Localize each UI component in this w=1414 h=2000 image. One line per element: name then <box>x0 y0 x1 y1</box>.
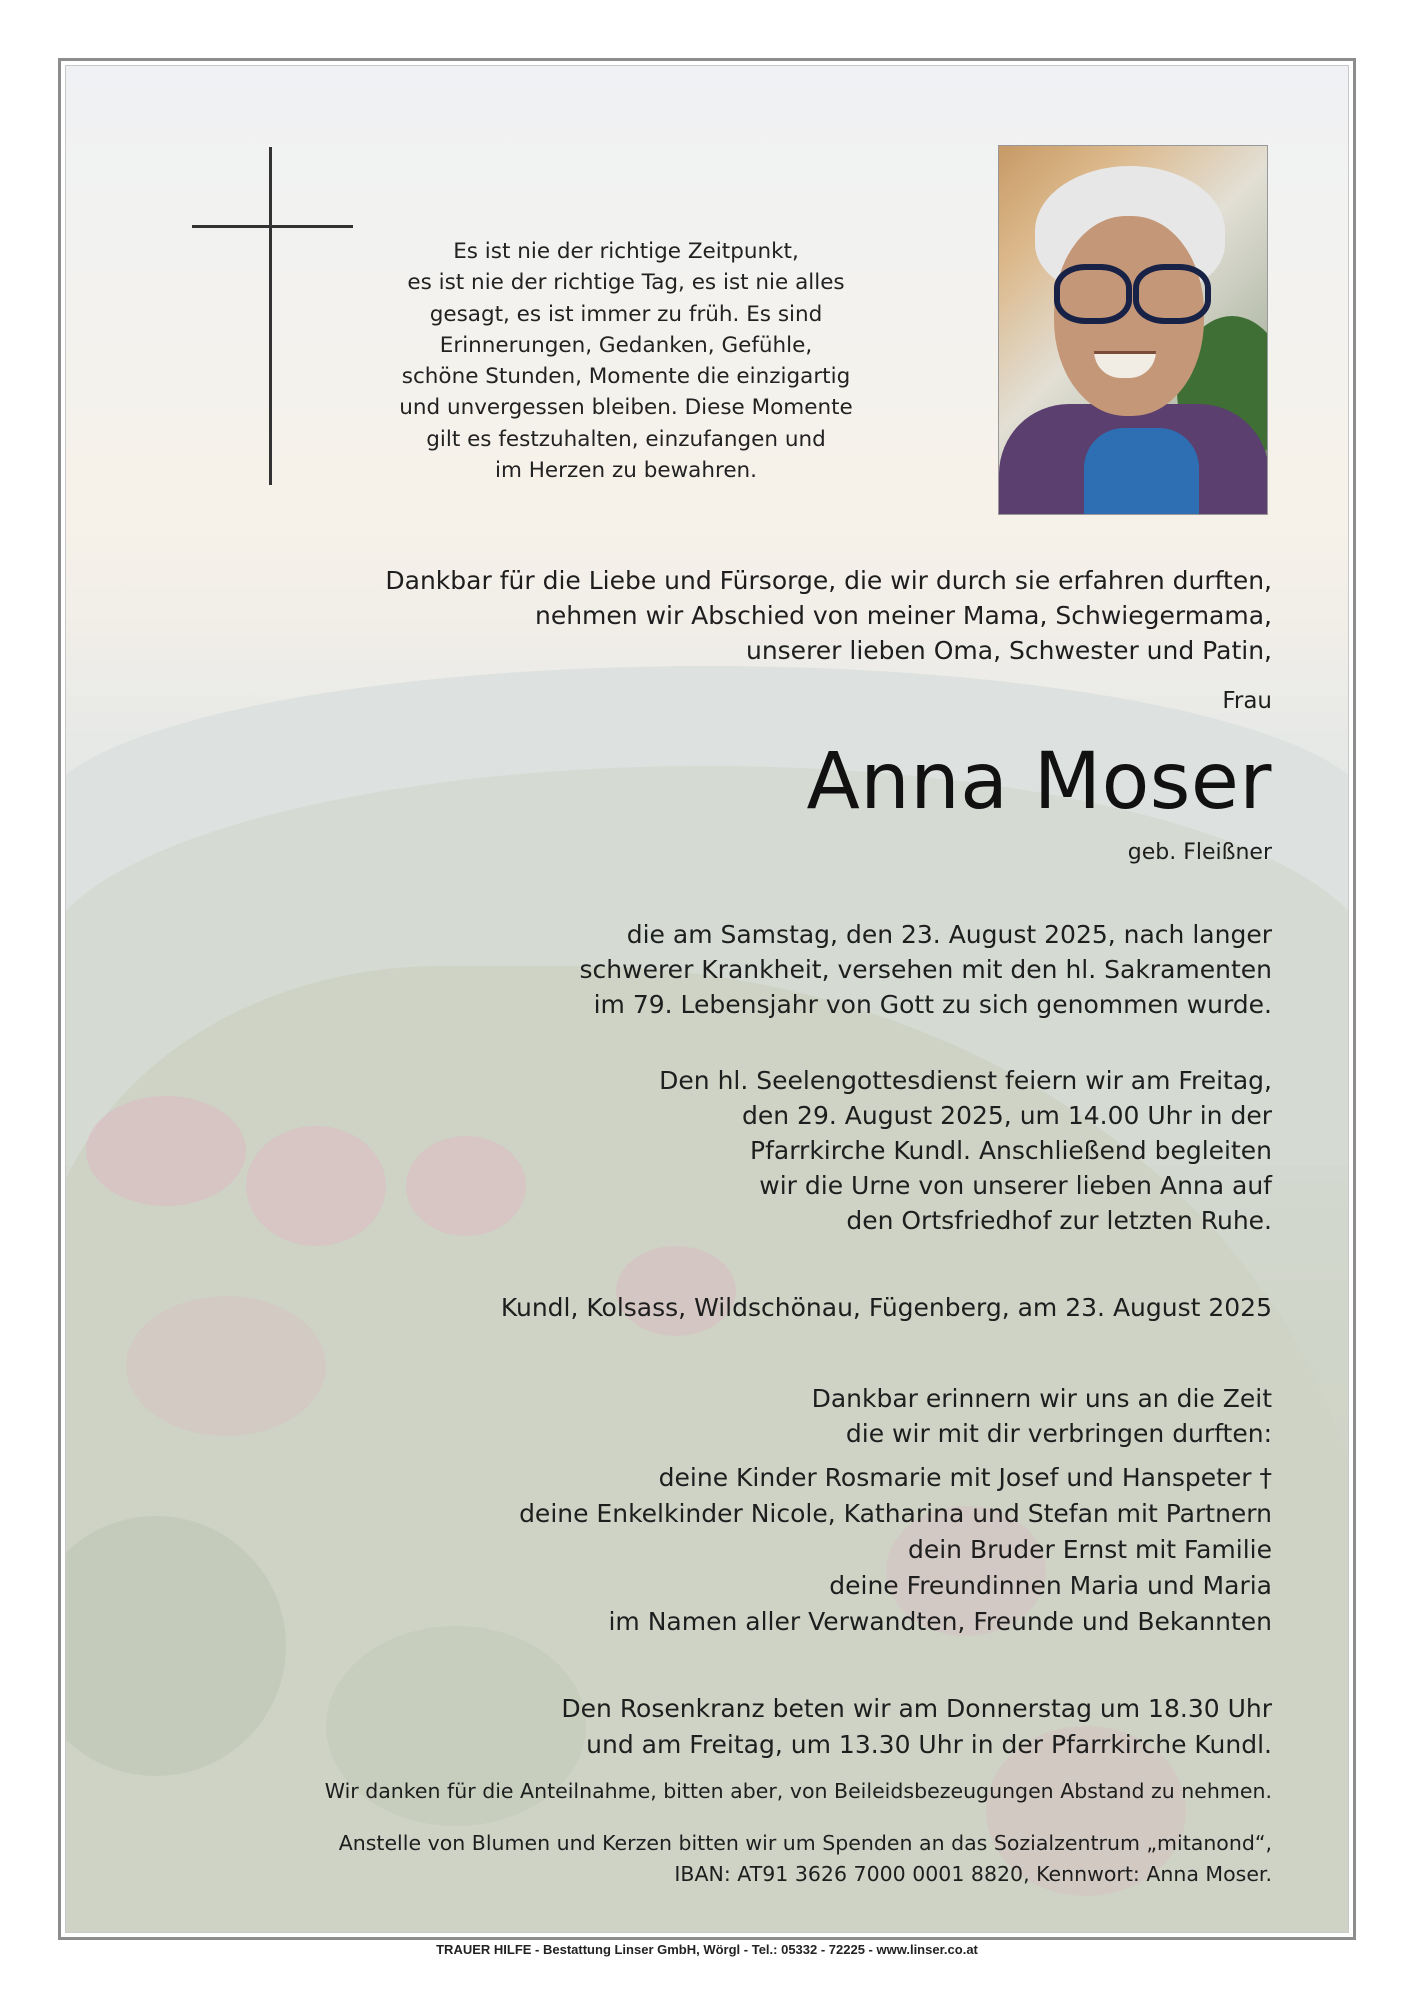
donation-note <box>339 1828 1272 1890</box>
service-line: wir die Urne von unserer lieben Anna auf <box>759 1171 1272 1200</box>
intro-text <box>385 563 1272 668</box>
family-line: dein Bruder Ernst mit Familie <box>907 1535 1272 1564</box>
family-line: deine Enkelkinder Nicole, Katharina und Stefan mit Partnern <box>519 1499 1272 1528</box>
quote-line: und unvergessen bleiben. Diese Momente <box>399 395 853 421</box>
portrait-photo <box>998 145 1268 515</box>
birth-name: geb. Fleißner <box>1127 840 1272 865</box>
death-notice-line: im 79. Lebensjahr von Gott zu sich genommen wurde. <box>593 990 1272 1019</box>
footer-imprint: TRAUER HILFE - Bestattung Linser GmbH, Wörgl - Tel.: 05332 - 72225 - www.linser.co.at <box>436 1942 978 1957</box>
photo-glasses <box>1133 264 1211 324</box>
rosary-line: Den Rosenkranz beten wir am Donnerstag um 18.30 Uhr <box>561 1694 1272 1723</box>
rosary-line: und am Freitag, um 13.30 Uhr in der Pfarrkirche Kundl. <box>586 1730 1272 1759</box>
place-date: Kundl, Kolsass, Wildschönau, Fügenberg, am 23. August 2025 <box>500 1293 1272 1322</box>
thanks-note: Wir danken für die Anteilnahme, bitten aber, von Beileidsbezeugungen Abstand zu nehmen. <box>324 1779 1272 1803</box>
photo-glasses <box>1054 264 1132 324</box>
death-notice-line: die am Samstag, den 23. August 2025, nach langer <box>626 920 1272 949</box>
family-list <box>519 1460 1272 1640</box>
remembrance-text <box>812 1381 1272 1451</box>
quote-line: es ist nie der richtige Tag, es ist nie alles <box>407 270 845 296</box>
intro-line: nehmen wir Abschied von meiner Mama, Schwiegermama, <box>534 601 1272 630</box>
intro-line: unserer lieben Oma, Schwester und Patin, <box>745 636 1272 665</box>
quote-line: Erinnerungen, Gedanken, Gefühle, <box>439 332 813 358</box>
family-line: im Namen aller Verwandten, Freunde und Bekannten <box>608 1607 1272 1636</box>
donation-line: IBAN: AT91 3626 7000 0001 8820, Kennwort: Anna Moser. <box>674 1862 1272 1886</box>
quote-line: schöne Stunden, Momente die einzigartig <box>401 364 851 390</box>
cross-icon <box>269 147 272 485</box>
rosary-info <box>561 1691 1272 1763</box>
family-line: deine Freundinnen Maria und Maria <box>829 1571 1272 1600</box>
quote-line: gesagt, es ist immer zu früh. Es sind <box>429 301 823 327</box>
family-line: deine Kinder Rosmarie mit Josef und Hanspeter † <box>658 1463 1272 1492</box>
quote-line: Es ist nie der richtige Zeitpunkt, <box>453 239 799 264</box>
quote-poem <box>376 236 876 486</box>
photo-shirt <box>1084 428 1199 515</box>
intro-line: Dankbar für die Liebe und Fürsorge, die wir durch sie erfahren durften, <box>385 566 1272 595</box>
remembrance-line: die wir mit dir verbringen durften: <box>845 1419 1272 1448</box>
quote-line: gilt es festzuhalten, einzufangen und <box>426 426 826 452</box>
death-notice-line: schwerer Krankheit, versehen mit den hl. Sakramenten <box>579 955 1272 984</box>
salutation: Frau <box>1222 688 1272 714</box>
quote-line: im Herzen zu bewahren. <box>494 458 758 484</box>
death-notice <box>580 917 1272 1022</box>
service-line: den Ortsfriedhof zur letzten Ruhe. <box>846 1206 1272 1235</box>
remembrance-line: Dankbar erinnern wir uns an die Zeit <box>811 1384 1272 1413</box>
service-line: den 29. August 2025, um 14.00 Uhr in der <box>742 1101 1272 1130</box>
service-line: Pfarrkirche Kundl. Anschließend begleiten <box>750 1136 1272 1165</box>
deceased-name: Anna Moser <box>806 737 1272 827</box>
cross-icon-bar <box>192 225 353 228</box>
service-info <box>659 1063 1272 1238</box>
donation-line: Anstelle von Blumen und Kerzen bitten wir um Spenden an das Sozialzentrum „mitanond“, <box>338 1831 1272 1855</box>
service-line: Den hl. Seelengottesdienst feiern wir am Freitag, <box>659 1066 1272 1095</box>
